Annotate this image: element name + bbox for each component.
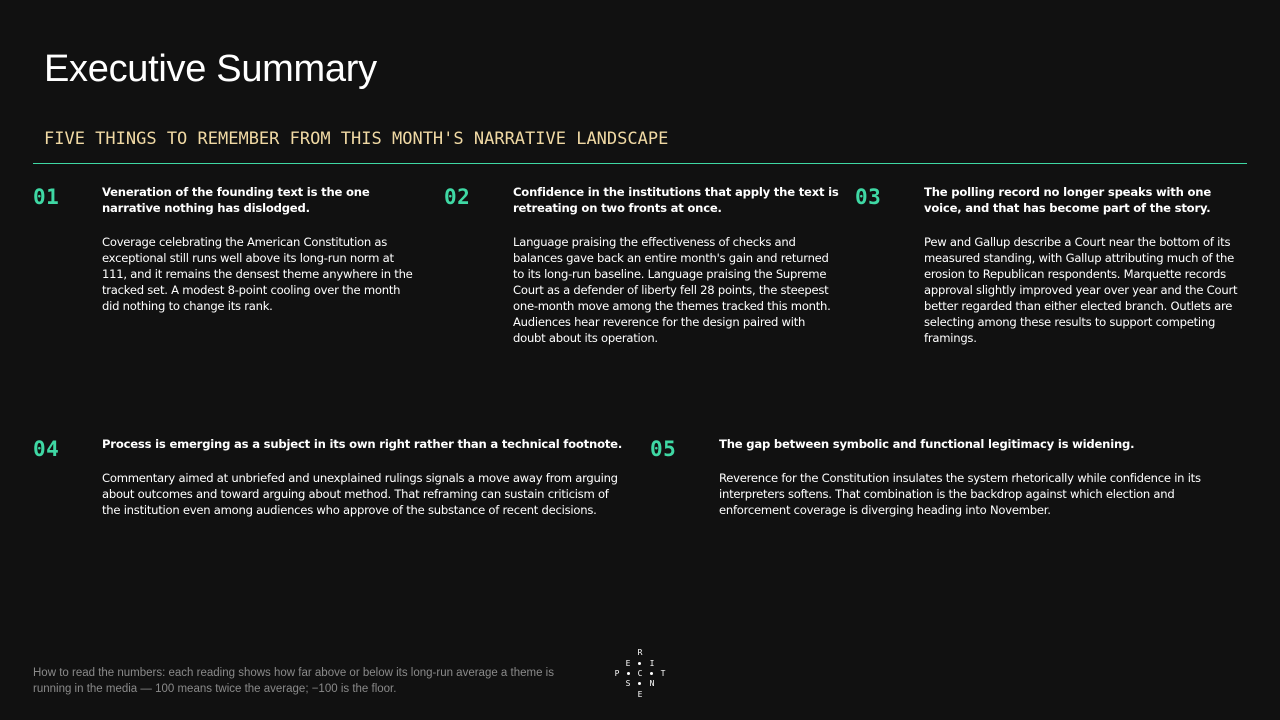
logo-dot (638, 682, 641, 685)
slide-subtitle: FIVE THINGS TO REMEMBER FROM THIS MONTH'S NARRATIVE LANDSCAPE (44, 129, 669, 149)
logo-letter: E (637, 690, 643, 699)
logo-letter: N (649, 679, 655, 688)
item-number: 01 (33, 185, 60, 209)
divider-rule (33, 163, 1247, 164)
logo-letter: P (614, 669, 620, 678)
item-number: 05 (650, 437, 677, 461)
logo-letter: I (649, 659, 655, 668)
item-body: Language praising the effectiveness of checks and balances gave back an entire month's gain and returned to its long-run baseline. Language praising the Supreme Court as a defender of liberty fell 28 points, the steepest one-month move among the themes tracked this month. Audiences hear reverence for the design paired with doubt about its operation. (513, 235, 831, 345)
summary-item-05 (650, 436, 1245, 546)
item-body: Commentary aimed at unbriefed and unexplained rulings signals a move away from arguing about outcomes and toward arguing about method. That reframing can sustain criticism of the institution even among audiences who approve of the substance of recent decisions. (102, 471, 618, 517)
footnote: How to read the numbers: each reading shows how far above or below its long-run average a theme is running in the media — 100 means twice the average; −100 is the floor. (33, 667, 554, 695)
logo-letter: C (637, 669, 643, 678)
summary-item-01 (33, 184, 428, 374)
item-body: Reverence for the Constitution insulates the system rhetorically while confidence in its interpreters softens. That combination is the backdrop against which election and enforcement coverage is diverging heading into November. (719, 471, 1201, 517)
summary-item-04 (33, 436, 623, 546)
summary-item-03 (855, 184, 1250, 374)
item-heading: Veneration of the founding text is the one narrative nothing has dislodged. (102, 185, 370, 215)
cross-letter-logo-icon (612, 646, 668, 702)
logo-letter: S (625, 679, 631, 688)
item-heading: The polling record no longer speaks with one voice, and that has become part of the story. (924, 185, 1212, 215)
logo-dot (627, 672, 630, 675)
logo-letter: R (637, 648, 643, 657)
item-number: 03 (855, 185, 882, 209)
item-heading: The gap between symbolic and functional legitimacy is widening. (719, 437, 1135, 451)
slide-title: Executive Summary (44, 48, 377, 90)
item-body: Coverage celebrating the American Constitution as exceptional still runs well above its long-run norm at 111, and it remains the densest theme anywhere in the tracked set. A modest 8-point cooling over the month did nothing to change its rank. (102, 235, 413, 313)
item-heading: Confidence in the institutions that apply the text is retreating on two fronts at once. (513, 185, 839, 215)
logo-letter: E (625, 659, 631, 668)
item-number: 02 (444, 185, 471, 209)
item-heading: Process is emerging as a subject in its own right rather than a technical footnote. (102, 437, 623, 451)
summary-item-02 (444, 184, 839, 374)
logo-dot (638, 662, 641, 665)
item-number: 04 (33, 437, 60, 461)
logo-letter: T (660, 669, 666, 678)
item-body: Pew and Gallup describe a Court near the bottom of its measured standing, with Gallup attributing much of the erosion to Republican respondents. Marquette records approval slightly improved year over year and the Court better regarded than either elected branch. Outlets are selecting among these results to support competing framings. (924, 235, 1238, 345)
logo-dot (650, 672, 653, 675)
